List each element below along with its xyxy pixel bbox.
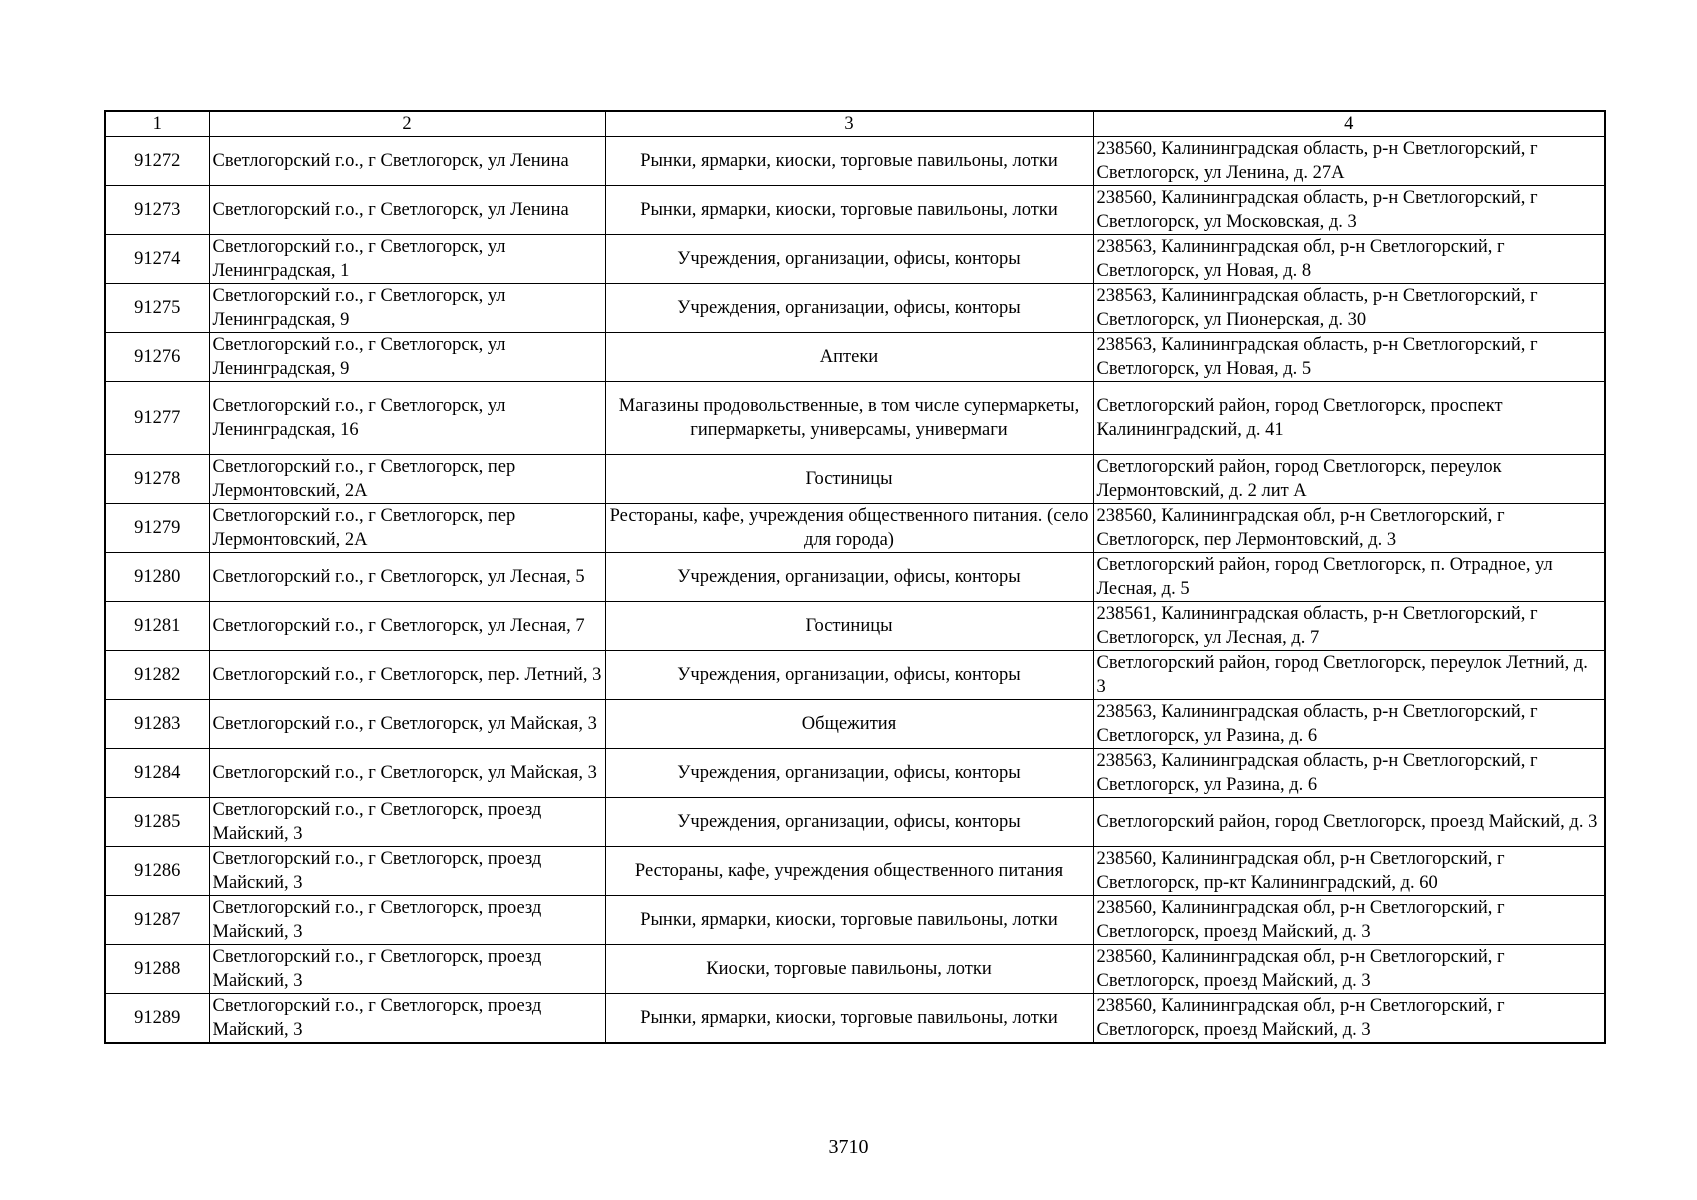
object-type-cell: Учреждения, организации, офисы, конторы (605, 235, 1093, 284)
column-header-4: 4 (1093, 111, 1605, 137)
object-type-cell: Киоски, торговые павильоны, лотки (605, 945, 1093, 994)
table-row (105, 602, 1605, 651)
location-cell: Светлогорский г.о., г Светлогорск, пер Лермонтовский, 2А (209, 455, 605, 504)
location-cell: Светлогорский г.о., г Светлогорск, ул Ленина (209, 186, 605, 235)
column-header-2: 2 (209, 111, 605, 137)
table-row (105, 333, 1605, 382)
address-cell: 238560, Калининградская обл, р-н Светлогорский, г Светлогорск, пер Лермонтовский, д. 3 (1093, 504, 1605, 553)
table-row (105, 847, 1605, 896)
address-cell: 238563, Калининградская область, р-н Светлогорский, г Светлогорск, ул Разина, д. 6 (1093, 700, 1605, 749)
location-cell: Светлогорский г.о., г Светлогорск, ул Лесная, 5 (209, 553, 605, 602)
table-row (105, 798, 1605, 847)
object-type-cell: Рестораны, кафе, учреждения общественного питания. (село для города) (605, 504, 1093, 553)
row-id-cell: 91281 (105, 602, 209, 651)
address-cell: 238560, Калининградская обл, р-н Светлогорский, г Светлогорск, пр-кт Калининградский, д. 60 (1093, 847, 1605, 896)
object-type-cell: Учреждения, организации, офисы, конторы (605, 798, 1093, 847)
address-cell: Светлогорский район, город Светлогорск, переулок Летний, д. 3 (1093, 651, 1605, 700)
table-row (105, 651, 1605, 700)
table-row (105, 749, 1605, 798)
table-row (105, 504, 1605, 553)
object-type-cell: Учреждения, организации, офисы, конторы (605, 553, 1093, 602)
row-id-cell: 91277 (105, 382, 209, 455)
row-id-cell: 91288 (105, 945, 209, 994)
address-cell: Светлогорский район, город Светлогорск, проспект Калининградский, д. 41 (1093, 382, 1605, 455)
table-row (105, 994, 1605, 1044)
address-cell: 238560, Калининградская обл, р-н Светлогорский, г Светлогорск, проезд Майский, д. 3 (1093, 896, 1605, 945)
table-row (105, 553, 1605, 602)
location-cell: Светлогорский г.о., г Светлогорск, проезд Майский, 3 (209, 994, 605, 1044)
row-id-cell: 91283 (105, 700, 209, 749)
row-id-cell: 91289 (105, 994, 209, 1044)
table-row (105, 700, 1605, 749)
table-row (105, 137, 1605, 186)
object-type-cell: Гостиницы (605, 455, 1093, 504)
object-type-cell: Рынки, ярмарки, киоски, торговые павильоны, лотки (605, 896, 1093, 945)
table-row (105, 945, 1605, 994)
address-cell: 238560, Калининградская обл, р-н Светлогорский, г Светлогорск, проезд Майский, д. 3 (1093, 994, 1605, 1044)
row-id-cell: 91280 (105, 553, 209, 602)
row-id-cell: 91286 (105, 847, 209, 896)
address-cell: 238560, Калининградская область, р-н Светлогорский, г Светлогорск, ул Ленина, д. 27А (1093, 137, 1605, 186)
row-id-cell: 91276 (105, 333, 209, 382)
row-id-cell: 91275 (105, 284, 209, 333)
object-type-cell: Аптеки (605, 333, 1093, 382)
address-cell: 238563, Калининградская область, р-н Светлогорский, г Светлогорск, ул Пионерская, д. 30 (1093, 284, 1605, 333)
address-cell: 238563, Калининградская область, р-н Светлогорский, г Светлогорск, ул Новая, д. 5 (1093, 333, 1605, 382)
object-type-cell: Общежития (605, 700, 1093, 749)
address-cell: 238563, Калининградская обл, р-н Светлогорский, г Светлогорск, ул Новая, д. 8 (1093, 235, 1605, 284)
object-type-cell: Рынки, ярмарки, киоски, торговые павильоны, лотки (605, 137, 1093, 186)
location-cell: Светлогорский г.о., г Светлогорск, ул Майская, 3 (209, 749, 605, 798)
row-id-cell: 91273 (105, 186, 209, 235)
table-row (105, 382, 1605, 455)
row-id-cell: 91285 (105, 798, 209, 847)
column-header-3: 3 (605, 111, 1093, 137)
address-cell: 238560, Калининградская обл, р-н Светлогорский, г Светлогорск, проезд Майский, д. 3 (1093, 945, 1605, 994)
row-id-cell: 91279 (105, 504, 209, 553)
location-cell: Светлогорский г.о., г Светлогорск, проезд Майский, 3 (209, 896, 605, 945)
row-id-cell: 91284 (105, 749, 209, 798)
row-id-cell: 91282 (105, 651, 209, 700)
table-body (105, 111, 1605, 1043)
row-id-cell: 91278 (105, 455, 209, 504)
object-type-cell: Учреждения, организации, офисы, конторы (605, 749, 1093, 798)
location-cell: Светлогорский г.о., г Светлогорск, проезд Майский, 3 (209, 945, 605, 994)
object-type-cell: Рынки, ярмарки, киоски, торговые павильоны, лотки (605, 186, 1093, 235)
table-row (105, 235, 1605, 284)
column-header-1: 1 (105, 111, 209, 137)
table-row (105, 896, 1605, 945)
row-id-cell: 91274 (105, 235, 209, 284)
address-cell: Светлогорский район, город Светлогорск, переулок Лермонтовский, д. 2 лит А (1093, 455, 1605, 504)
page-number: 3710 (828, 1136, 869, 1158)
table-row (105, 284, 1605, 333)
location-cell: Светлогорский г.о., г Светлогорск, ул Ленинградская, 1 (209, 235, 605, 284)
object-type-cell: Учреждения, организации, офисы, конторы (605, 651, 1093, 700)
address-cell: 238563, Калининградская область, р-н Светлогорский, г Светлогорск, ул Разина, д. 6 (1093, 749, 1605, 798)
location-cell: Светлогорский г.о., г Светлогорск, ул Ленинградская, 9 (209, 284, 605, 333)
table-header-row (105, 111, 1605, 137)
address-cell: 238561, Калининградская область, р-н Светлогорский, г Светлогорск, ул Лесная, д. 7 (1093, 602, 1605, 651)
table-row (105, 455, 1605, 504)
object-type-cell: Рынки, ярмарки, киоски, торговые павильоны, лотки (605, 994, 1093, 1044)
object-type-cell: Гостиницы (605, 602, 1093, 651)
location-cell: Светлогорский г.о., г Светлогорск, пер Лермонтовский, 2А (209, 504, 605, 553)
table-row (105, 186, 1605, 235)
object-type-cell: Учреждения, организации, офисы, конторы (605, 284, 1093, 333)
data-table (104, 110, 1606, 1044)
address-cell: 238560, Калининградская область, р-н Светлогорский, г Светлогорск, ул Московская, д. 3 (1093, 186, 1605, 235)
location-cell: Светлогорский г.о., г Светлогорск, ул Ленинградская, 9 (209, 333, 605, 382)
location-cell: Светлогорский г.о., г Светлогорск, ул Лесная, 7 (209, 602, 605, 651)
row-id-cell: 91287 (105, 896, 209, 945)
location-cell: Светлогорский г.о., г Светлогорск, ул Майская, 3 (209, 700, 605, 749)
object-type-cell: Магазины продовольственные, в том числе супермаркеты, гипермаркеты, универсамы, универмаги (605, 382, 1093, 455)
object-type-cell: Рестораны, кафе, учреждения общественного питания (605, 847, 1093, 896)
location-cell: Светлогорский г.о., г Светлогорск, проезд Майский, 3 (209, 847, 605, 896)
address-cell: Светлогорский район, город Светлогорск, проезд Майский, д. 3 (1093, 798, 1605, 847)
location-cell: Светлогорский г.о., г Светлогорск, проезд Майский, 3 (209, 798, 605, 847)
location-cell: Светлогорский г.о., г Светлогорск, пер. Летний, 3 (209, 651, 605, 700)
location-cell: Светлогорский г.о., г Светлогорск, ул Ленина (209, 137, 605, 186)
row-id-cell: 91272 (105, 137, 209, 186)
address-cell: Светлогорский район, город Светлогорск, п. Отрадное, ул Лесная, д. 5 (1093, 553, 1605, 602)
location-cell: Светлогорский г.о., г Светлогорск, ул Ленинградская, 16 (209, 382, 605, 455)
